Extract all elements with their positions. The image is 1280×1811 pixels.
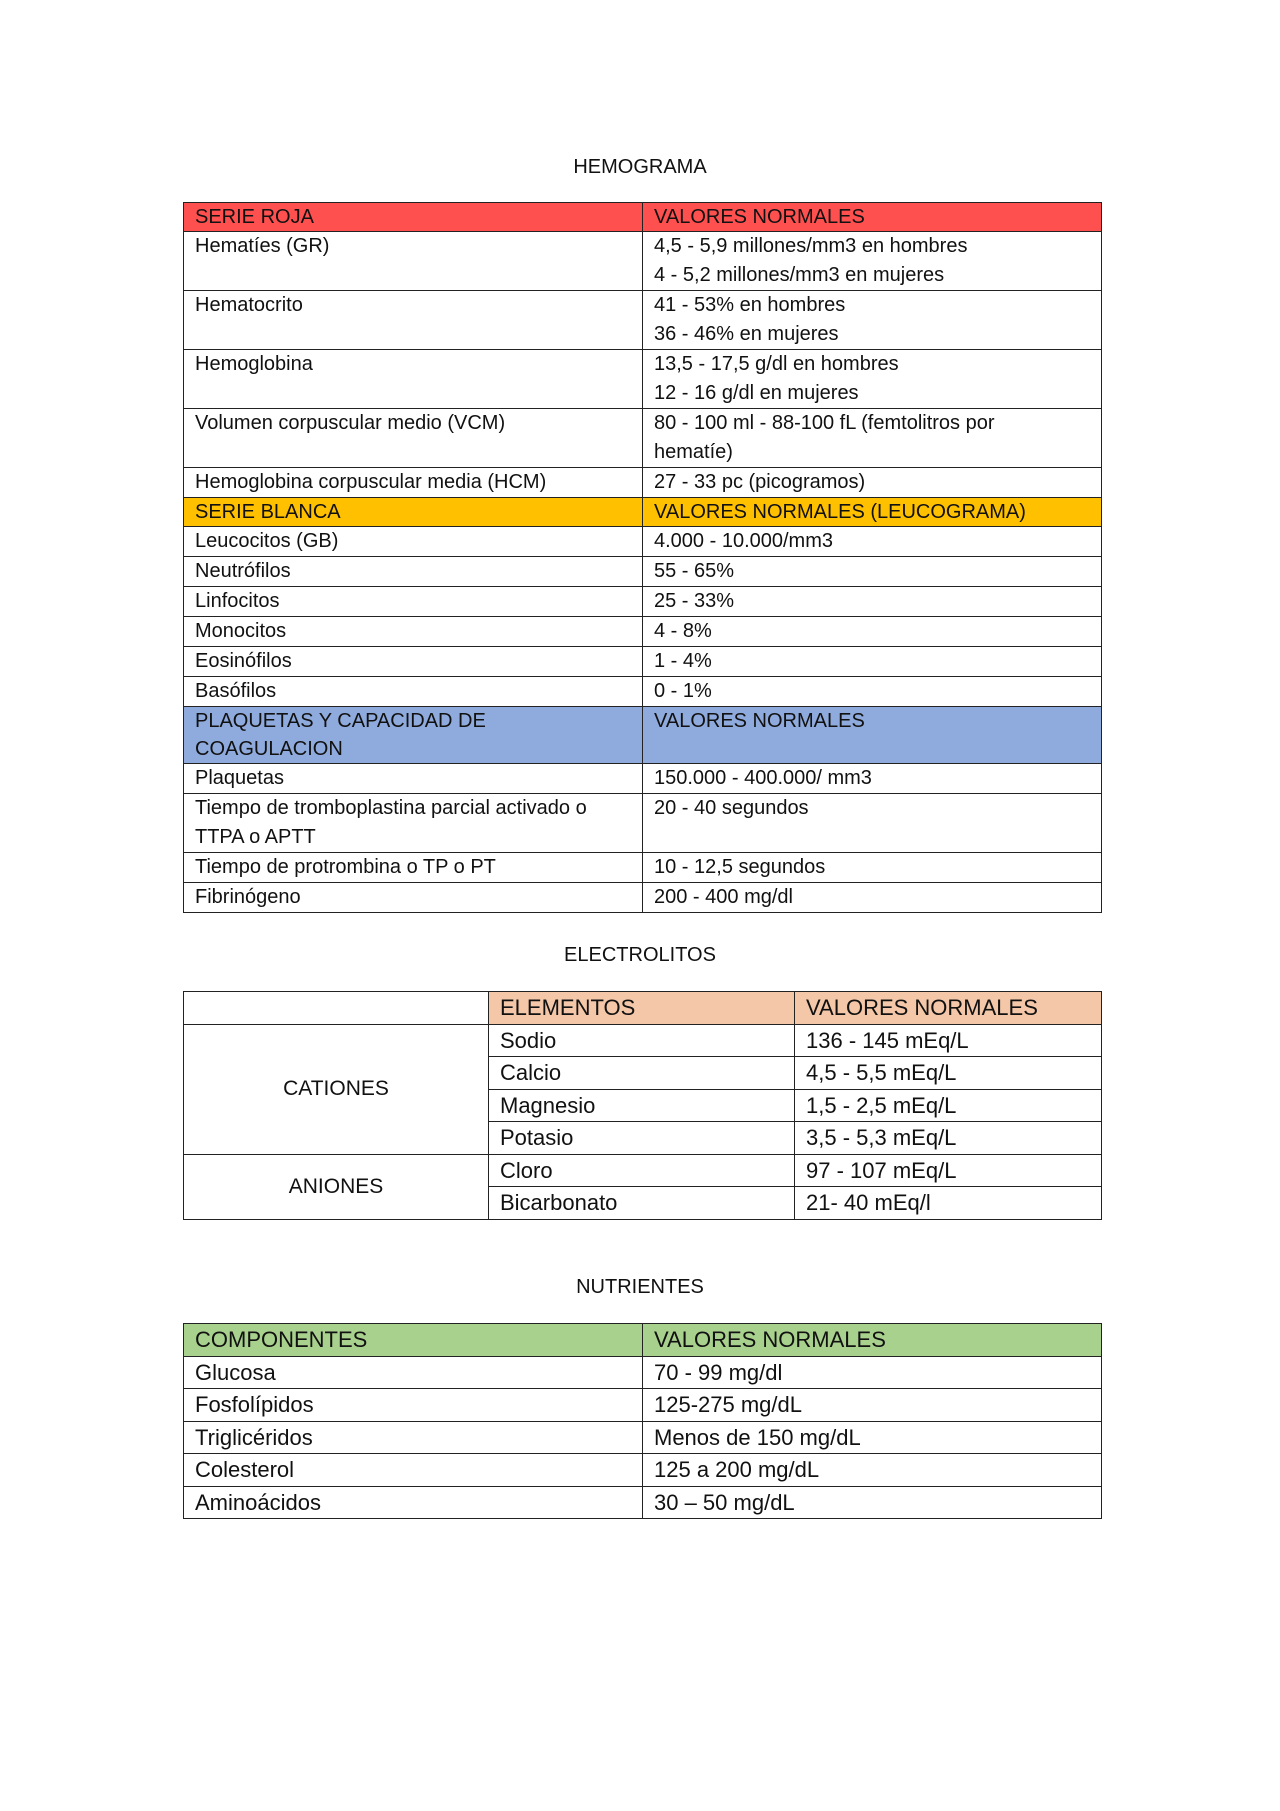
normal-value: 1,5 - 2,5 mEq/L: [795, 1089, 1102, 1122]
header-empty: [184, 992, 489, 1025]
table-row: [184, 232, 1102, 291]
parameter-name: [184, 764, 643, 794]
cell-line: 80 - 100 ml - 88-100 fL (femtolitros por: [654, 412, 995, 434]
normal-value: 21- 40 mEq/l: [795, 1187, 1102, 1220]
parameter-name: Neutrófilos: [184, 557, 643, 587]
cell-line: Plaquetas: [195, 767, 284, 789]
normal-value: 4.000 - 10.000/mm3: [643, 527, 1102, 557]
normal-value: 55 - 65%: [643, 557, 1102, 587]
header-valores: VALORES NORMALES: [795, 992, 1102, 1025]
normal-value: Menos de 150 mg/dL: [643, 1421, 1102, 1454]
header-elementos: ELEMENTOS: [489, 992, 795, 1025]
cell-line: 36 - 46% en mujeres: [654, 323, 839, 345]
element-name: Calcio: [489, 1057, 795, 1090]
parameter-name: [184, 794, 643, 853]
table-row: [184, 468, 1102, 498]
cell-line: Fibrinógeno: [195, 886, 301, 908]
normal-value: 3,5 - 5,3 mEq/L: [795, 1122, 1102, 1155]
normal-value: 30 – 50 mg/dL: [643, 1486, 1102, 1519]
component-name: Colesterol: [184, 1454, 643, 1487]
cell-line: Tiempo de protrombina o TP o PT: [195, 856, 496, 878]
element-name: Bicarbonato: [489, 1187, 795, 1220]
nutrientes-table: [183, 1323, 1102, 1519]
table-row: [184, 764, 1102, 794]
parameter-name: Basófilos: [184, 677, 643, 707]
parameter-name: Hematocrito: [184, 291, 643, 350]
table-row: [184, 291, 1102, 350]
table-row: [184, 1389, 1102, 1422]
section-header-row: [184, 707, 1102, 764]
parameter-name: Hemoglobina corpuscular media (HCM): [184, 468, 643, 498]
cell-line: 12 - 16 g/dl en mujeres: [654, 382, 859, 404]
normal-value: 1 - 4%: [643, 647, 1102, 677]
component-name: Triglicéridos: [184, 1421, 643, 1454]
component-name: Aminoácidos: [184, 1486, 643, 1519]
parameter-name: Eosinófilos: [184, 647, 643, 677]
table-row: [184, 587, 1102, 617]
section-label: SERIE BLANCA: [184, 498, 643, 527]
table-row: [184, 409, 1102, 468]
cell-line: TTPA o APTT: [195, 826, 316, 848]
table-row: [184, 557, 1102, 587]
table-row: [184, 853, 1102, 883]
normal-value: 25 - 33%: [643, 587, 1102, 617]
electrolitos-table: [183, 991, 1102, 1220]
table-row: [184, 350, 1102, 409]
section-value-label: VALORES NORMALES (LEUCOGRAMA): [643, 498, 1102, 527]
normal-value: [643, 232, 1102, 291]
section-header-row: [184, 498, 1102, 527]
normal-value: 125 a 200 mg/dL: [643, 1454, 1102, 1487]
parameter-name: Volumen corpuscular medio (VCM): [184, 409, 643, 468]
section-label: PLAQUETAS Y CAPACIDAD DE COAGULACION: [184, 707, 643, 764]
group-label: ANIONES: [184, 1154, 489, 1219]
header-valores: VALORES NORMALES: [643, 1324, 1102, 1357]
table-row: [184, 677, 1102, 707]
table-row: [184, 617, 1102, 647]
element-name: Magnesio: [489, 1089, 795, 1122]
cell-line: 4 - 5,2 millones/mm3 en mujeres: [654, 264, 945, 286]
group-label: CATIONES: [184, 1024, 489, 1154]
component-name: Fosfolípidos: [184, 1389, 643, 1422]
table-row: [184, 527, 1102, 557]
component-name: Glucosa: [184, 1356, 643, 1389]
hemograma-title: HEMOGRAMA: [573, 156, 707, 178]
table-row: [184, 1486, 1102, 1519]
normal-value: [643, 291, 1102, 350]
parameter-name: Leucocitos (GB): [184, 527, 643, 557]
header-componentes: COMPONENTES: [184, 1324, 643, 1357]
element-name: Sodio: [489, 1024, 795, 1057]
table-row: [184, 647, 1102, 677]
table-row: [184, 1154, 1102, 1187]
parameter-name: Hemoglobina: [184, 350, 643, 409]
normal-value: 125-275 mg/dL: [643, 1389, 1102, 1422]
normal-value: 70 - 99 mg/dl: [643, 1356, 1102, 1389]
parameter-name: Linfocitos: [184, 587, 643, 617]
normal-value: [643, 409, 1102, 468]
cell-line: Tiempo de tromboplastina parcial activado o: [195, 797, 587, 819]
nutrientes-title: NUTRIENTES: [576, 1276, 704, 1298]
header-row: [184, 992, 1102, 1025]
hemograma-table: [183, 202, 1102, 913]
table-row: [184, 1454, 1102, 1487]
table-row: [184, 1356, 1102, 1389]
normal-value: 97 - 107 mEq/L: [795, 1154, 1102, 1187]
normal-value: [643, 468, 1102, 498]
normal-value: 4,5 - 5,5 mEq/L: [795, 1057, 1102, 1090]
header-row: [184, 1324, 1102, 1357]
normal-value: 4 - 8%: [643, 617, 1102, 647]
section-label: SERIE ROJA: [184, 203, 643, 232]
parameter-name: Hematíes (GR): [184, 232, 643, 291]
normal-value: 10 - 12,5 segundos: [643, 853, 1102, 883]
normal-value: 0 - 1%: [643, 677, 1102, 707]
element-name: Cloro: [489, 1154, 795, 1187]
table-row: [184, 883, 1102, 913]
parameter-name: [184, 883, 643, 913]
section-header-row: [184, 203, 1102, 232]
cell-line: 41 - 53% en hombres: [654, 294, 846, 316]
element-name: Potasio: [489, 1122, 795, 1155]
normal-value: 200 - 400 mg/dl: [643, 883, 1102, 913]
section-value-label: VALORES NORMALES: [643, 707, 1102, 764]
electrolitos-title: ELECTROLITOS: [564, 944, 716, 966]
normal-value: [643, 350, 1102, 409]
cell-line: hematíe): [654, 441, 733, 463]
normal-value: 136 - 145 mEq/L: [795, 1024, 1102, 1057]
section-value-label: VALORES NORMALES: [643, 203, 1102, 232]
table-row: [184, 1421, 1102, 1454]
parameter-name: Monocitos: [184, 617, 643, 647]
parameter-name: [184, 853, 643, 883]
table-row: [184, 1024, 1102, 1057]
normal-value: 150.000 - 400.000/ mm3: [643, 764, 1102, 794]
cell-line: 13,5 - 17,5 g/dl en hombres: [654, 353, 899, 375]
cell-line: 27 - 33 pc (picogramos): [654, 471, 866, 493]
cell-line: 4,5 - 5,9 millones/mm3 en hombres: [654, 235, 968, 257]
table-row: [184, 794, 1102, 853]
normal-value: 20 - 40 segundos: [643, 794, 1102, 853]
